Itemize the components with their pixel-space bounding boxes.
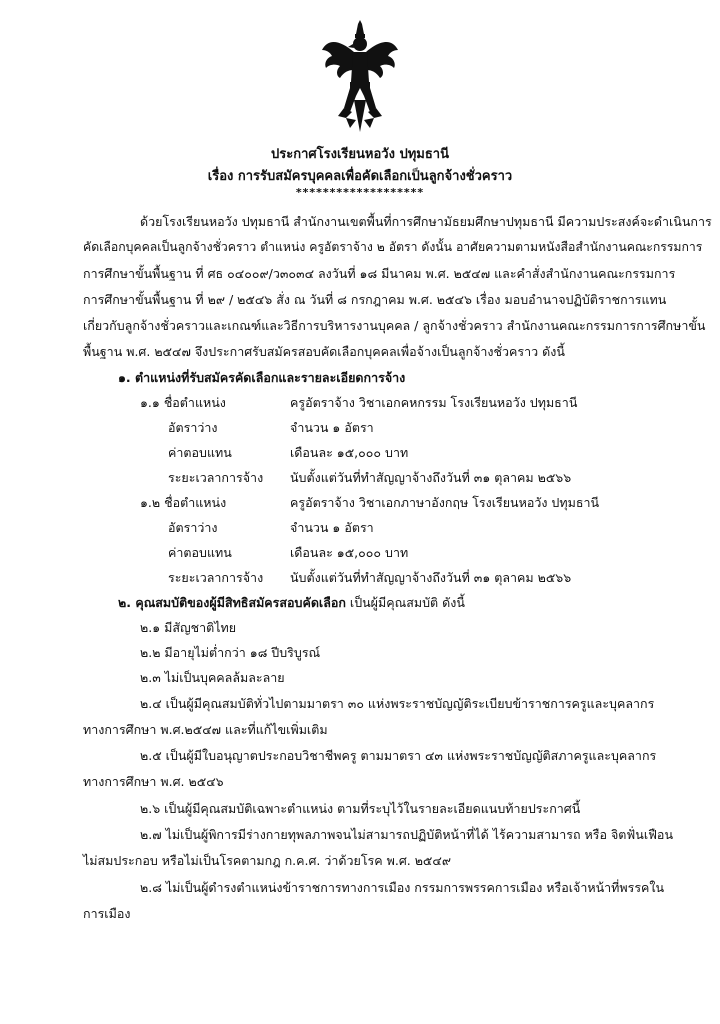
qualification-item: ๒.๒ มีอายุไม่ต่ำกว่า ๑๘ ปีบริบูรณ์ [140, 645, 321, 660]
position-number-label: ๑.๒ ชื่อตำแหน่ง [140, 495, 227, 510]
vacancy-value: จำนวน ๑ อัตรา [290, 520, 374, 535]
qualification-item: ๒.๔ เป็นผู้มีคุณสมบัติทั่วไปตามมาตรา ๓๐ แห่งพระราชบัญญัติระเบียบข้าราชการครูและบุคลากร [140, 696, 655, 711]
intro-line: คัดเลือกบุคคลเป็นลูกจ้างชั่วคราว ตำแหน่ง ครูอัตราจ้าง ๒ อัตรา ดังนั้น อาศัยความตามหนังสือสำนักงานคณะกรรมการ [83, 240, 703, 254]
qualification-item: ๒.๕ เป็นผู้มีใบอนุญาตประกอบวิชาชีพครู ตามมาตรา ๔๓ แห่งพระราชบัญญัติสภาครูและบุคลากร [140, 748, 657, 763]
qualification-item: ๒.๖ เป็นผู้มีคุณสมบัติเฉพาะตำแหน่ง ตามที่ระบุไว้ในรายละเอียดแนบท้ายประกาศนี้ [140, 801, 581, 816]
intro-line: การศึกษาขั้นพื้นฐาน ที่ ๒๙ / ๒๕๔๖ สั่ง ณ วันที่ ๘ กรกฎาคม พ.ศ. ๒๕๔๖ เรื่อง มอบอำนาจปฏิบัติราชการแทน [83, 292, 667, 307]
section-2-heading-rest: เป็นผู้มีคุณสมบัติ ดังนี้ [345, 595, 465, 610]
announcement-subject: เรื่อง การรับสมัครบุคคลเพื่อคัดเลือกเป็นลูกจ้างชั่วคราว [207, 169, 513, 184]
position-name: ครูอัตราจ้าง วิชาเอกคหกรรม โรงเรียนหอวัง ปทุมธานี [290, 395, 578, 410]
intro-line: ด้วยโรงเรียนหอวัง ปทุมธานี สำนักงานเขตพื้นที่การศึกษามัธยมศึกษาปทุมธานี มีความประสงค์จะดำเนินการ [140, 214, 712, 229]
pay-value: เดือนละ ๑๕,๐๐๐ บาท [290, 445, 409, 460]
period-value: นับตั้งแต่วันที่ทำสัญญาจ้างถึงวันที่ ๓๑ ตุลาคม ๒๕๖๖ [290, 470, 572, 485]
section-1-heading: ๑. ตำแหน่งที่รับสมัครคัดเลือกและรายละเอียดการจ้าง [118, 370, 406, 385]
qualification-item-cont: ไม่สมประกอบ หรือไม่เป็นโรคตามกฎ ก.ค.ศ. ว่าด้วยโรค พ.ศ. ๒๕๔๙ [83, 853, 452, 868]
intro-line: พื้นฐาน พ.ศ. ๒๕๔๗ จึงประกาศรับสมัครสอบคัดเลือกบุคคลเพื่อจ้างเป็นลูกจ้างชั่วคราว ดังนี้ [83, 344, 565, 359]
qualification-item-cont: ทางการศึกษา พ.ศ.๒๕๔๗ และที่แก้ไขเพิ่มเติม [83, 722, 328, 737]
section-2-heading [118, 593, 465, 613]
garuda-emblem [320, 20, 400, 135]
vacancy-label: อัตราว่าง [168, 420, 218, 435]
announcement-title: ประกาศโรงเรียนหอวัง ปทุมธานี [271, 147, 449, 162]
pay-label: ค่าตอบแทน [168, 545, 232, 560]
section-2-heading-bold: ๒. คุณสมบัติของผู้มีสิทธิสมัครสอบคัดเลือก [118, 595, 346, 610]
vacancy-value: จำนวน ๑ อัตรา [290, 420, 374, 435]
position-number-label: ๑.๑ ชื่อตำแหน่ง [140, 395, 226, 410]
pay-value: เดือนละ ๑๕,๐๐๐ บาท [290, 545, 409, 560]
qualification-item: ๒.๑ มีสัญชาติไทย [140, 620, 237, 635]
qualification-item: ๒.๗ ไม่เป็นผู้พิการมีร่างกายทุพลภาพจนไม่สามารถปฏิบัติหน้าที่ได้ ไร้ความสามารถ หรือ จิตฟั่นเฟือน [140, 827, 673, 842]
intro-line: การศึกษาขั้นพื้นฐาน ที่ ศธ ๐๔๐๐๙/ว๓๐๓๔ ลงวันที่ ๑๘ มีนาคม พ.ศ. ๒๕๔๗ และคำสั่งสำนักงานคณะกรรมการ [83, 266, 676, 281]
position-name: ครูอัตราจ้าง วิชาเอกภาษาอังกฤษ โรงเรียนหอวัง ปทุมธานี [290, 495, 600, 510]
title-separator: ******************* [295, 186, 425, 199]
qualification-item-cont: ทางการศึกษา พ.ศ. ๒๕๔๖ [83, 774, 224, 789]
qualification-item-cont: การเมือง [83, 906, 131, 921]
period-label: ระยะเวลาการจ้าง [168, 570, 264, 585]
qualification-item: ๒.๓ ไม่เป็นบุคคลล้มละลาย [140, 670, 285, 685]
period-label: ระยะเวลาการจ้าง [168, 470, 264, 485]
pay-label: ค่าตอบแทน [168, 445, 232, 460]
qualification-item: ๒.๘ ไม่เป็นผู้ดำรงตำแหน่งข้าราชการทางการเมือง กรรมการพรรคการเมือง หรือเจ้าหน้าที่พรรคใน [140, 880, 665, 895]
vacancy-label: อัตราว่าง [168, 520, 218, 535]
intro-line: เกี่ยวกับลูกจ้างชั่วคราวและเกณฑ์และวิธีการบริหารงานบุคคล / ลูกจ้างชั่วคราว สำนักงานคณะกรรมการการศึกษาขั้น [83, 318, 706, 333]
period-value: นับตั้งแต่วันที่ทำสัญญาจ้างถึงวันที่ ๓๑ ตุลาคม ๒๕๖๖ [290, 570, 572, 585]
